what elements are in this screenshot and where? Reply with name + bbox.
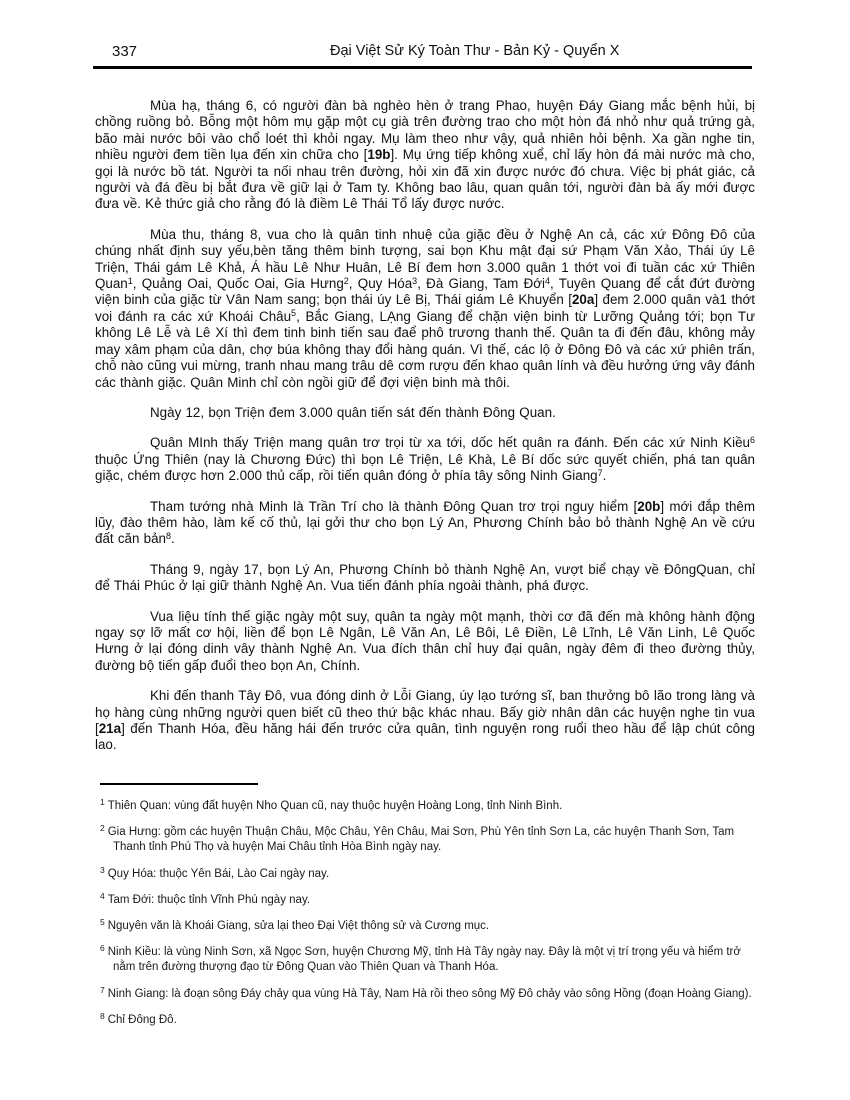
footnote-text: Thiên Quan: vùng đất huyện Nho Quan cũ, nay thuộc huyện Hoàng Long, tỉnh Ninh Bình. <box>107 800 563 812</box>
paragraph <box>95 609 755 675</box>
paragraph <box>95 562 755 595</box>
text-run: thuộc Ứng Thiên (nay là Chương Đức) thì bọn Lê Triện, Lê Khà, Lê Bí dốc sức quyết chiến, phá tan quân giặc, chém được hơn 2.000 thủ cấp, rồi tiến quân đóng ở phía tây sông Ninh Giang <box>95 451 755 484</box>
footnote-marker: 4 <box>545 275 551 286</box>
paragraph <box>95 688 755 754</box>
folio-reference: 19b <box>367 147 391 163</box>
footnote-text: Chỉ Đông Đô. <box>107 1013 177 1026</box>
footnote-text: Gia Hưng: gồm các huyện Thuận Châu, Mộc Châu, Yên Châu, Mai Sơn, Phù Yên tỉnh Sơn La, các huyện Thanh Sơn, Tam Thanh tỉnh Phú Thọ và huyện Mai Châu tỉnh Hòa Bình ngày nay. <box>107 826 735 854</box>
text-run: Vua liệu tính thế giặc ngày một suy, quân ta ngày một mạnh, thời cơ đã đến mà không hành động ngay sợ lỡ mất cơ hội, liền để bọn Lê Ngân, Lê Văn An, Lê Bôi, Lê Điền, Lê Lĩnh, Lê Văn Linh, Lê Quốc Hưng ở lại đóng dinh vây thành Nghệ An. Vua đích thân chỉ huy đại quân, ngày đêm đi theo đường thủy, đường bộ tiến gấp đuổi theo bọn An, Chính. <box>95 608 755 673</box>
footnote <box>100 799 752 814</box>
footnote-number: 7 <box>100 984 105 995</box>
text-run: ]. Mụ ứng tiếp không xuể, chỉ lấy hòn đá mài nước mà cho, gọi là nước bồ tát. Người ta nối nhau trên đường, hỏi xin đã xin được nước đó chưa. Việc bị phát giác, cả người và đá đều bị bắt đưa về giữ lại ở Tam ty. Không bao lâu, quan quân tới, người đàn bà ấy mới được đưa về. Kẻ thức giả cho rằng đó là điềm Lê Thái Tổ lấy được nước. <box>95 147 755 212</box>
text-run: Mùa thu, tháng 8, vua cho là quân tinh nhuệ của giặc đều ở Nghệ An cả, các xứ Đông Đô của chúng nhất định suy yếu,bèn tăng thêm binh tượng, sai bọn Khu mật đại sứ Phạm Văn Xảo, Thái úy Lê Triện, Thái gám Lê Khả, Á hầu Lê Như Huân, Lê Bí đem hơn 3.000 quân 1 thớt voi đi tuần các xứ Thiên Quan <box>95 226 755 292</box>
text-run: ] đến Thanh Hóa, đều hăng hái đến trước cửa quân, tình nguyện rong ruổi theo hầu để lập chút công lao. <box>95 721 755 753</box>
folio-reference: 20b <box>637 498 661 514</box>
text-run: ] mới đắp thêm lũy, đào thêm hào, làm kế cố thủ, lại gởi thư cho bọn Lý An, Phương Chính bảo bỏ thành Nghệ An về cứu đất căn bản <box>95 498 755 547</box>
text-run: . <box>171 531 175 547</box>
page-number: 337 <box>112 43 138 60</box>
footnote-number: 3 <box>100 864 105 875</box>
footnote-text: Ninh Giang: là đoạn sông Đáy chảy qua vùng Hà Tây, Nam Hà rồi theo sông Mỹ Đô chảy vào sông Hồng (đoạn Hoàng Giang). <box>107 987 752 1000</box>
text-run: , Quảng Oai, Quốc Oai, Gia Hưng <box>132 276 344 292</box>
text-run: Ngày 12, bọn Triện đem 3.000 quân tiến sát đến thành Đông Quan. <box>150 404 556 420</box>
text-run: , Tuyên Quang để cắt đứt đường viện binh của giặc từ Vân Nam sang; bọn thái úy Lê Bị, Thái giám Lê Khuyển [ <box>95 276 755 308</box>
paragraph <box>95 499 755 548</box>
text-run: Tháng 9, ngày 17, bọn Lý An, Phương Chính bỏ thành Nghệ An, vượt biể chạy về ĐôngQuan, chỉ để Thái Phúc ở lại giữ thành Nghệ An. Vua tiến đánh phía ngoài thành, phá được. <box>95 561 755 594</box>
footnote-number: 4 <box>100 890 105 901</box>
footnote-marker: 8 <box>166 530 172 541</box>
footnote-marker: 3 <box>412 275 418 286</box>
footnotes-section <box>100 783 752 1039</box>
text-run: ] đem 2.000 quân và1 thớt voi đánh ra các xứ Khoái Châu <box>95 292 755 324</box>
paragraph <box>95 98 755 213</box>
text-run: Khi đến thanh Tây Đô, vua đóng dinh ở Lỗi Giang, úy lạo tướng sĩ, ban thưởng bô lão trong làng và họ hàng cùng những người quen biết cũ theo thứ bậc khác nhau. Bấy giờ nhân dân các huyện nghe tin vua [ <box>95 688 755 736</box>
footnote-text: Ninh Kiều: là vùng Ninh Sơn, xã Ngọc Sơn, huyện Chương Mỹ, tỉnh Hà Tây ngày nay. Đây là một vị trí trọng yếu và hiểm trở nằm trên đường thượng đạo từ Đông Quan vào Thiên Quan và Thanh Hóa. <box>107 946 741 974</box>
footnote <box>100 825 752 855</box>
footnotes-list <box>100 799 752 1028</box>
paragraph <box>95 405 755 421</box>
header-rule <box>93 66 752 69</box>
page-title: Đại Việt Sử Ký Toàn Thư - Bản Kỷ - Quyển X <box>330 43 620 59</box>
text-run: , Đà Giang, Tam Đới <box>417 276 546 292</box>
footnote-text: Quy Hóa: thuộc Yên Bái, Lào Cai ngày nay. <box>107 867 330 880</box>
text-run: Quân MInh thấy Triện mang quân trơ trọi từ xa tới, dốc hết quân ra đánh. Đến các xứ Ninh Kiều <box>150 435 750 451</box>
footnote-number: 5 <box>100 917 105 928</box>
footnote-marker: 6 <box>749 434 755 445</box>
footnote-number: 8 <box>100 1010 105 1021</box>
text-run: Tham tướng nhà Minh là Trần Trí cho là thành Đông Quan trơ trọi nguy hiểm [ <box>150 498 638 514</box>
footnote <box>100 890 752 908</box>
body-text <box>95 98 755 768</box>
footnote-marker: 5 <box>291 308 297 319</box>
paragraph <box>95 227 755 391</box>
footnote-marker: 7 <box>597 467 603 478</box>
footnote-number: 1 <box>100 797 105 807</box>
footnote <box>100 945 752 975</box>
text-run: , Bắc Giang, LẠng Giang để chặn viện binh từ Lưỡng Quảng tới; bọn Tư không Lê Lễ và Lê Xí thì đem tinh binh tiến sau đaể phô trương thanh thế. Quân ta đi đến đâu, không mảy may xâm phạm của dân, chợ búa không thay đổi hàng quán. Vì thế, các lộ ở Đông Đô và các xứ phiên trấn, chỗ nào cũng vui mừng, tranh nhau mang trâu dê cơm rượu đến khao quân lính và đều hưởng ứng vây đánh các thành giặc. Quân Minh chỉ còn ngồi giữ để đợi viện binh mà thôi. <box>95 308 755 390</box>
footnote-number: 2 <box>100 823 105 834</box>
footnote <box>100 984 752 1002</box>
text-run: Mùa hạ, tháng 6, có người đàn bà nghèo hèn ở trang Phao, huyện Đáy Giang mắc bệnh hủi, bị chồng ruồng bỏ. Bỗng một hôm mụ gặp một cụ già trên đường trao cho một hòn đá nhỏ như quả trứng gà, bão mài nước bôi vào chổ loét thì khỏi ngay. Mụ làm theo như vậy, quả nhiên hỏi bệnh. Xa gần nghe tin, nhiều người đem tiền lụa đến xin chữa cho [ <box>95 98 755 163</box>
footnote <box>100 919 752 934</box>
footnote-number: 6 <box>100 943 105 954</box>
footnotes-separator <box>100 783 258 785</box>
footnote-marker: 2 <box>343 275 349 286</box>
folio-reference: 21a <box>98 721 122 736</box>
text-run: , Quy Hóa <box>348 276 413 292</box>
folio-reference: 20a <box>571 292 595 308</box>
footnote-marker: 1 <box>127 275 133 286</box>
footnote-text: Tam Đới: thuộc tỉnh Vĩnh Phú ngày nay. <box>107 893 311 906</box>
text-run: . <box>602 468 607 484</box>
footnote <box>100 1010 752 1028</box>
footnote-text: Nguyên văn là Khoái Giang, sửa lại theo Đại Việt thông sử và Cương mục. <box>107 920 490 933</box>
paragraph <box>95 435 755 484</box>
footnote <box>100 864 752 882</box>
